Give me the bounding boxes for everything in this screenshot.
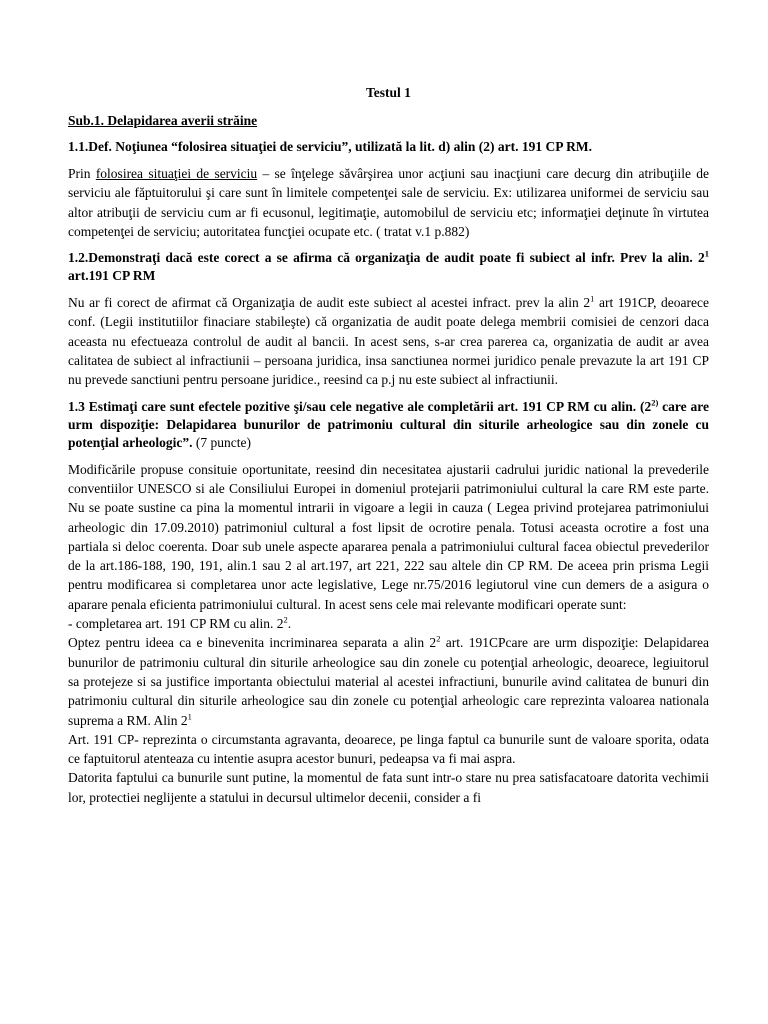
text: art 191CP, deoarece conf. (Legii institutiilor finaciare stabileşte) că organizatia de audit poate delega membrii comisiei de cenzori daca aceasta nu efectueaza controlul de audit al bancii. In acest sens, s-ar crea parerea ca, organizatia de audit ar avea calitatea de subiect al infractiunii – persoana juridica, insa sanctiunea normei juridico penale prevazute la art 191 CP nu prevede sanctiuni pentru persoane juridice., reesind ca p.j nu este subiect al infractiunii. bbox=[68, 295, 709, 388]
superscript: 2) bbox=[651, 397, 659, 408]
underlined-term: folosirea situaţiei de serviciu bbox=[95, 166, 258, 181]
paragraph-audit bbox=[68, 293, 709, 389]
text: care are urm dispoziţie: Delapidarea bunurilor de patrimoniu cultural din siturile arheologice sau din zonele cu potenţial arheologic”. bbox=[68, 398, 709, 450]
question-1-3 bbox=[68, 398, 709, 452]
paragraph-conclusion: Datorita faptului ca bunurile sunt putine, la momentul de fata sunt intr-o stare nu prea satisfacatoare datorita vechimii lor, protectiei neglijente a statului in decursul ultimelor decenii, consider a fi bbox=[68, 770, 709, 805]
points-note: (7 puncte) bbox=[192, 434, 251, 450]
superscript: 1 bbox=[704, 248, 709, 259]
superscript: 1 bbox=[187, 711, 192, 722]
paragraph-opinion bbox=[68, 633, 709, 729]
page-title: Testul 1 bbox=[366, 85, 411, 100]
text: . bbox=[287, 616, 292, 632]
question-1-2 bbox=[68, 249, 709, 285]
text: Nu ar fi corect de afirmat că Organizaţia de audit este subiect al acestei infract. prev la alin 2 bbox=[68, 295, 591, 311]
text: art. 191CPcare are urm dispoziţie: Delapidarea bunurilor de patrimoniu cultural din siturile arheologice sau din zonele cu potenţial arheologic, deoarece, legiuitorul sa protejeze si sa justifice importanta obiectului material al acestei infractiuni, bunurile avind calitatea de bunuri din patrimoniu cultural din siturile arheologice sau din zonele cu potenţial arheologic care reprezinta valoarea nationala suprema a RM. Alin 2 bbox=[68, 635, 709, 728]
paragraph-definition bbox=[68, 164, 709, 241]
text: - completarea art. 191 CP RM cu alin. 2 bbox=[68, 616, 284, 632]
paragraph-aggravating: Art. 191 CP- reprezinta o circumstanta agravanta, deoarece, pe linga faptul ca bunurile sunt de valoare sporita, odata ce faptuitorul atenteaza cu intentie asupra acestor bunuri, pedeapsa va fi mai aspra. bbox=[68, 731, 709, 767]
text: – se înţelege săvârşirea unor acţiuni sau inacţiuni care decurg din atribuţiile de serviciu ale făptuitorului şi care sunt în limitele competenţei sale de serviciu. Ex: utilizarea uniformei de serviciu sau altor atribuţii de serviciu cum ar fi ecusonul, legitimaţie, automobilul de serviciu etc; informaţiei deţinute în virtutea competenţei de serviciu; autoritatea funcţiei ocupate etc. ( tratat v.1 p.882) bbox=[68, 166, 709, 239]
superscript: 1 bbox=[590, 293, 595, 304]
superscript: 2 bbox=[436, 633, 441, 644]
text: 1.2.Demonstraţi dacă este corect a se afirma că organizaţia de audit poate fi subiect al infr. Prev la alin. 2 bbox=[68, 250, 705, 266]
paragraph-modifications: Modificările propuse consituie oportunitate, reesind din necesitatea ajustarii cadrului juridic national la prevederile conventiilor UNESCO si ale Consiliului Europei in domeniul protejarii patrimoniului cultural la care RM este parte. Nu se poate sustine ca pina la momentul intrarii in vigoare a legii in cauza ( Legea privind protejarea patrimoniului arheologic din 17.09.2010) patrimoniul cultural a fost lipsit de ocrotire penala. Totusi aceasta ocrotire a fost una partiala si deloc coerenta. Doar sub unele aspecte apararea penala a patrimoniului cultural facea obiectul prevederilor de la art.186-188, 190, 191, alin.1 sau 2 al art.197, art 221, 222 sau altele din CP RM. De aceea prin prisma Legii pentru modificarea si completarea unor acte legislative, Lege nr.75/2016 legiutorul vine cun demers de a asigura o aparare penala eficienta patrimoniului cultural. In acest sens cele mai relevante modificari operate sunt: bbox=[68, 461, 709, 612]
text: Prin bbox=[68, 166, 96, 181]
question-1-1: 1.1.Def. Noţiunea “folosirea situaţiei de serviciu”, utilizată la lit. d) alin (2) art. 191 CP RM. bbox=[68, 139, 592, 154]
text: 1.3 Estimaţi care sunt efectele pozitive şi/sau cele negative ale completării art. 191 CP RM cu alin. (2 bbox=[68, 398, 652, 414]
text: art.191 CP RM bbox=[68, 268, 156, 284]
list-item bbox=[68, 614, 709, 633]
section-heading: Sub.1. Delapidarea averii străine bbox=[68, 113, 258, 128]
superscript: 2 bbox=[283, 614, 288, 625]
text: Optez pentru ideea ca e binevenita incriminarea separata a alin 2 bbox=[68, 635, 437, 651]
